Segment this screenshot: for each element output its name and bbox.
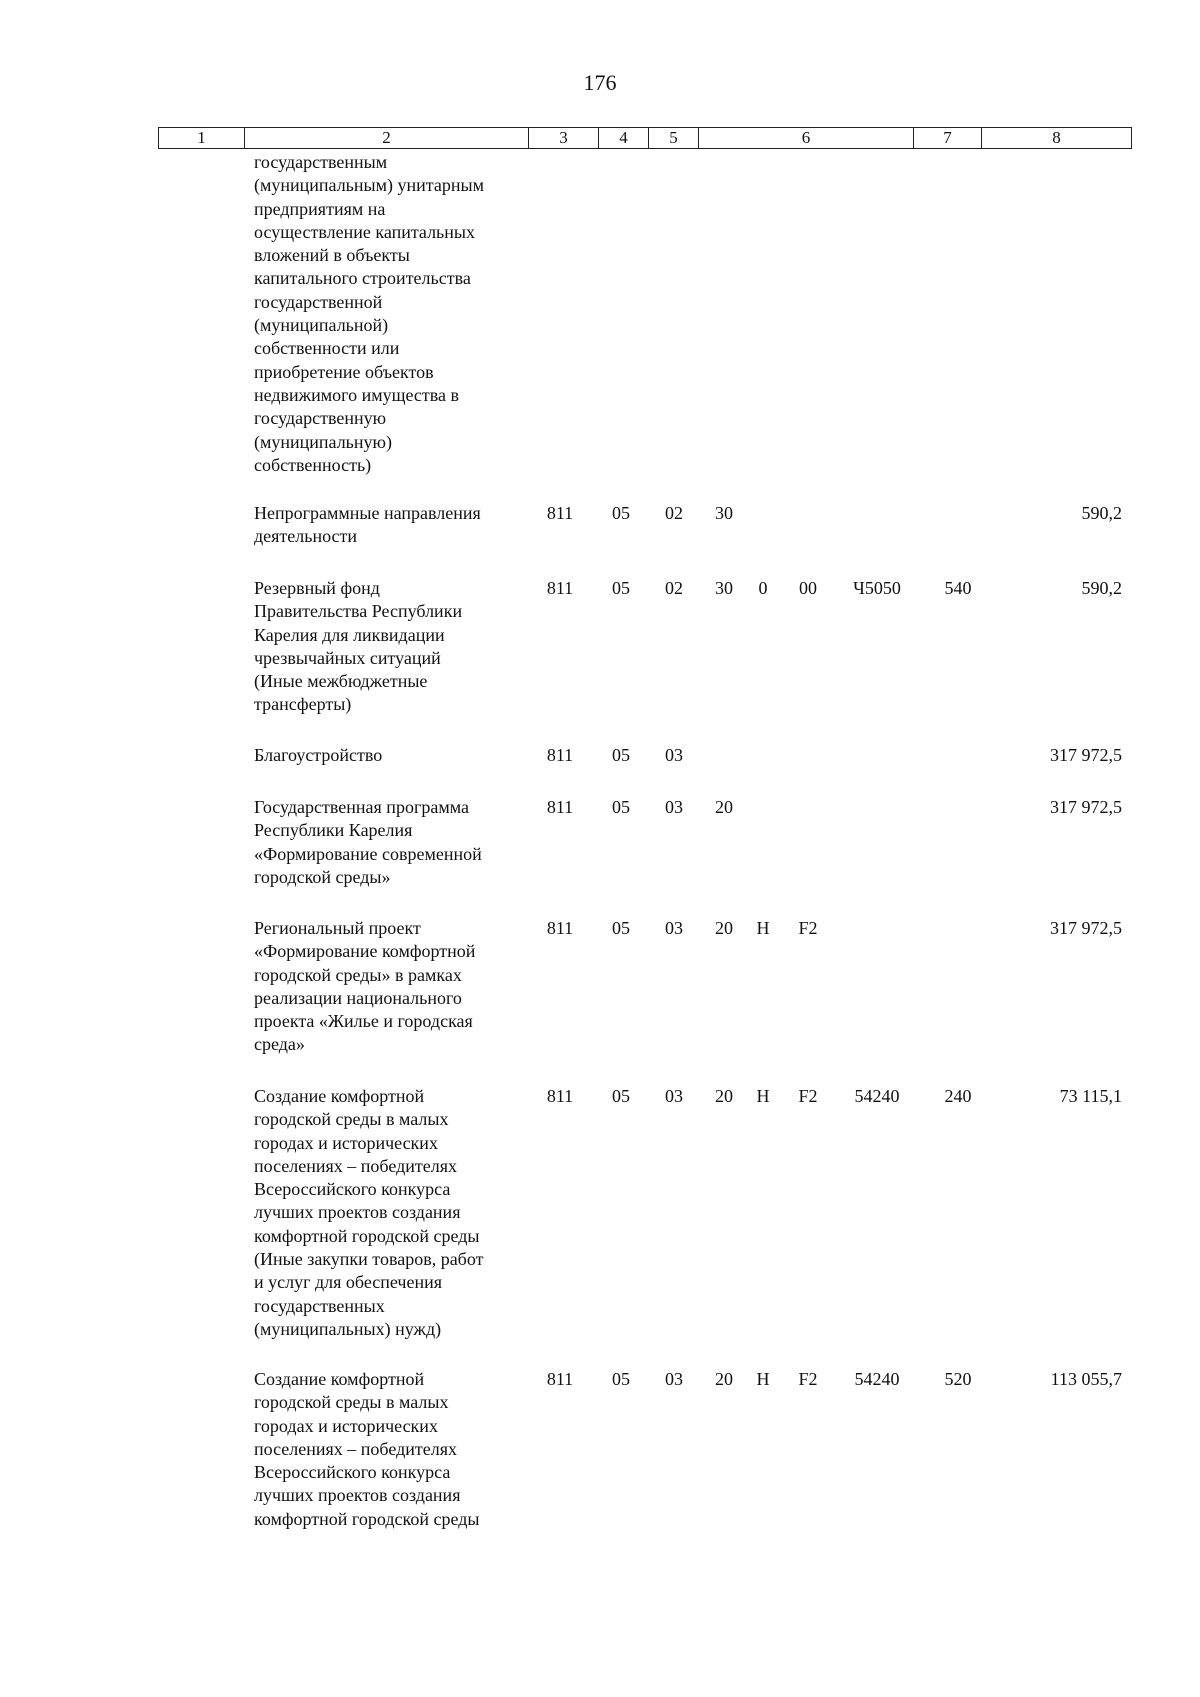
header-col-8: 8 [1052,128,1061,147]
cell-code-7: 540 [944,578,972,598]
header-col-4: 4 [599,128,649,148]
table-header [158,127,1132,149]
cell-code-6d: Ч5050 [853,578,901,598]
header-col-3: 3 [529,128,599,148]
cell-code-6b: 0 [758,578,768,598]
cell-code-4: 05 [612,745,630,765]
cell-code-5: 02 [665,578,683,598]
cell-code-4: 05 [612,797,630,817]
cell-code-6d: 54240 [854,1086,900,1106]
row-description: Непрограммные направления деятельности [254,503,481,547]
page-number: 176 [583,70,617,95]
cell-code-4: 05 [612,503,630,523]
row-description: Создание комфортной городской среды в малых городах и исторических поселениях – победителях Всероссийского конкурса лучших проектов создания комфортной городской среды [254,1369,480,1529]
header-col-6: 6 [699,128,914,148]
cell-amount: 73 115,1 [1059,1086,1122,1106]
row-description: Благоустройство [254,745,383,765]
cell-code-4: 05 [612,1369,630,1389]
cell-amount: 590,2 [1081,578,1122,598]
cell-code-6a: 20 [715,918,733,938]
header-col-2: 2 [245,128,529,148]
cell-code-5: 03 [665,1086,683,1106]
row-description: Региональный проект «Формирование комфортной городской среды» в рамках реализации национального проекта «Жилье и городская среда» [254,918,476,1055]
row-description: Государственная программа Республики Карелия «Формирование современной городской среды» [254,797,482,887]
cell-code-3: 811 [546,797,574,817]
cell-code-6b: Н [756,1369,770,1389]
cell-code-6c: F2 [798,1369,818,1389]
cell-code-3: 811 [546,745,574,765]
cell-code-6c: F2 [798,918,818,938]
header-col-5: 5 [649,128,699,148]
cell-code-6b: Н [756,918,770,938]
cell-code-5: 02 [665,503,683,523]
cell-code-5: 03 [665,918,683,938]
row-description: Резервный фонд Правительства Республики Карелия для ликвидации чрезвычайных ситуаций (Иные межбюджетные трансферты) [254,578,463,715]
cell-code-6a: 30 [715,578,733,598]
cell-code-3: 811 [546,1086,574,1106]
cell-code-6c: F2 [798,1086,818,1106]
cell-code-4: 05 [612,578,630,598]
cell-code-6d: 54240 [854,1369,900,1389]
cell-code-5: 03 [665,745,683,765]
cell-code-5: 03 [665,1369,683,1389]
cell-code-3: 811 [546,1369,574,1389]
row-description: государственным (муниципальным) унитарным предприятиям на осуществление капитальных вложений в объекты капитального строительства государственной (муниципальной) собственности или приобретение объектов недвижимого имущества в государственную (муниципальную) собственность) [254,152,484,475]
cell-code-5: 03 [665,797,683,817]
cell-code-6a: 20 [715,797,733,817]
cell-code-4: 05 [612,918,630,938]
header-col-7: 7 [914,128,982,148]
cell-amount: 317 972,5 [1050,918,1122,938]
cell-code-6c: 00 [799,578,817,598]
cell-code-6a: 20 [715,1369,733,1389]
cell-code-4: 05 [612,1086,630,1106]
cell-amount: 317 972,5 [1050,797,1122,817]
cell-code-7: 520 [944,1369,972,1389]
cell-amount: 113 055,7 [1050,1369,1122,1389]
cell-code-3: 811 [546,918,574,938]
cell-amount: 590,2 [1081,503,1122,523]
cell-amount: 317 972,5 [1050,745,1122,765]
cell-code-6a: 20 [715,1086,733,1106]
row-description: Создание комфортной городской среды в малых городах и исторических поселениях – победителях Всероссийского конкурса лучших проектов создания комфортной городской среды (Иные закупки товаров, работ и услуг для обеспечения государственных (муниципальных) нужд) [254,1086,484,1339]
cell-code-6b: Н [756,1086,770,1106]
cell-code-3: 811 [546,503,574,523]
header-col-1: 1 [159,128,245,148]
cell-code-7: 240 [944,1086,972,1106]
cell-code-3: 811 [546,578,574,598]
cell-code-6a: 30 [715,503,733,523]
